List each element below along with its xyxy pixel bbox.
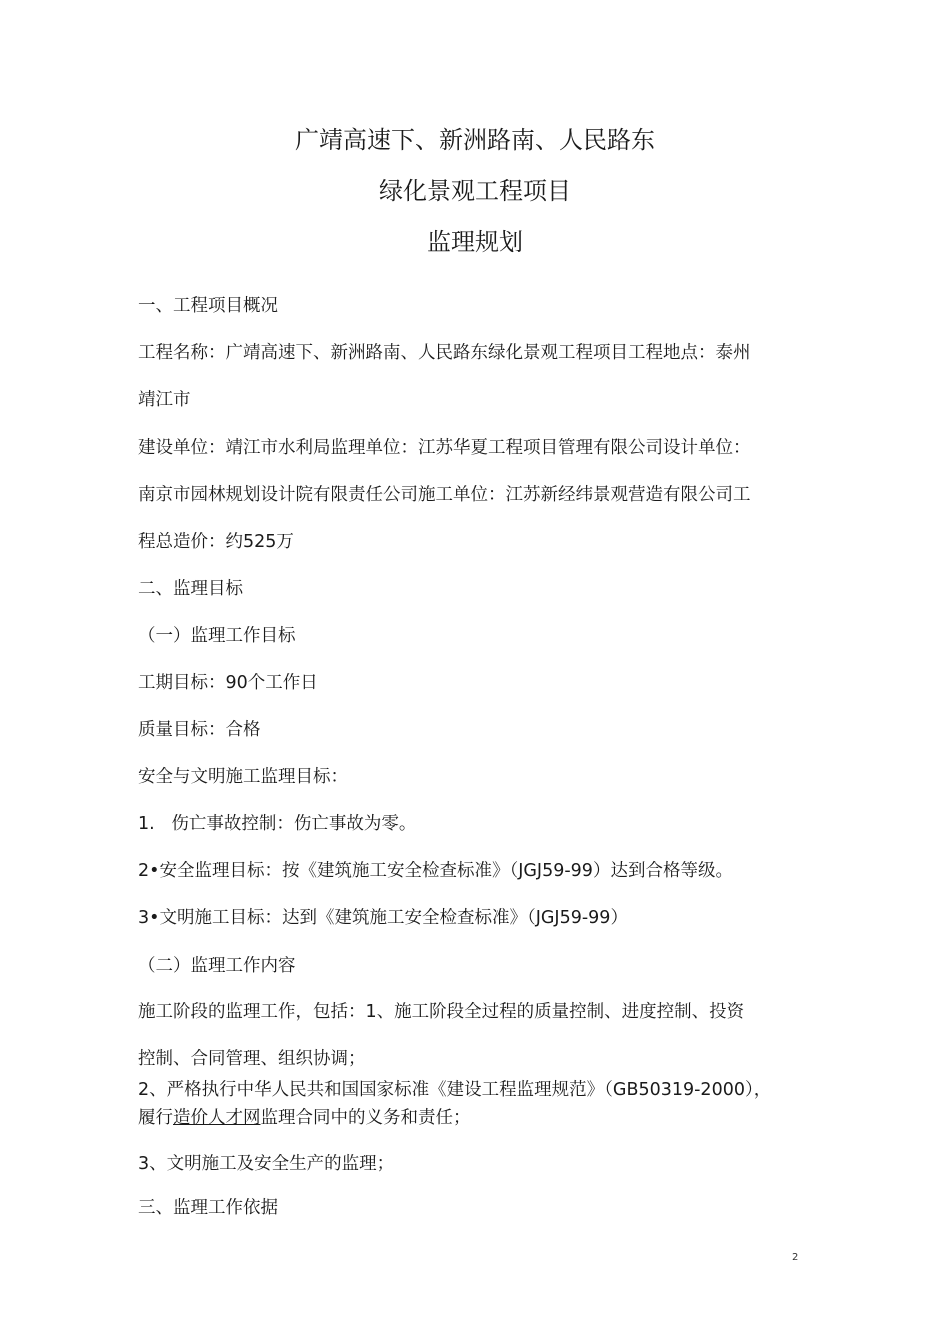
quality-goal: 质量目标：合格 <box>138 720 261 740</box>
document-title-line-3: 监理规划 <box>427 228 523 256</box>
section-3-heading: 三、监理工作依据 <box>138 1198 278 1218</box>
cost-talent-link[interactable]: 造价人才网 <box>173 1108 261 1128</box>
goal-item-1: 1. 伤亡事故控制：伤亡事故为零。 <box>138 814 417 834</box>
subsection-1-heading: （一）监理工作目标 <box>138 626 296 646</box>
document-title-line-1: 广靖高速下、新洲路南、人民路东 <box>295 126 655 154</box>
content-line-4-prefix: 履行 <box>138 1108 173 1128</box>
project-name-line-1: 工程名称：广靖高速下、新洲路南、人民路东绿化景观工程项目工程地点：泰州 <box>138 343 751 363</box>
content-line-4-suffix: 监理合同中的义务和责任； <box>260 1108 471 1128</box>
content-line-3: 2、严格执行中华人民共和国国家标准《建设工程监理规范》（GB50319-2000）， <box>138 1080 772 1100</box>
project-name-line-2: 靖江市 <box>138 390 191 410</box>
units-line-3: 程总造价：约525万 <box>138 532 294 552</box>
page-number: 2 <box>792 1252 799 1263</box>
section-2-heading: 二、监理目标 <box>138 579 243 599</box>
goal-item-2: 2•安全监理目标：按《建筑施工安全检查标准》（JGJ59-99）达到合格等级。 <box>138 861 733 881</box>
goal-item-3: 3•文明施工目标：达到《建筑施工安全检查标准》（JGJ59-99） <box>138 908 628 928</box>
safety-goal-heading: 安全与文明施工监理目标： <box>138 767 348 787</box>
content-line-1: 施工阶段的监理工作，包括：1、施工阶段全过程的质量控制、进度控制、投资 <box>138 1002 745 1022</box>
content-line-2: 控制、合同管理、组织协调； <box>138 1049 366 1069</box>
units-line-1: 建设单位：靖江市水利局监理单位：江苏华夏工程项目管理有限公司设计单位： <box>138 438 751 458</box>
content-line-5: 3、文明施工及安全生产的监理； <box>138 1154 395 1174</box>
units-line-2: 南京市园林规划设计院有限责任公司施工单位：江苏新经纬景观营造有限公司工 <box>138 485 751 505</box>
document-title-line-2: 绿化景观工程项目 <box>379 177 571 205</box>
content-line-4 <box>138 1106 471 1130</box>
subsection-2-heading: （二）监理工作内容 <box>138 956 296 976</box>
schedule-goal: 工期目标：90个工作日 <box>138 673 318 693</box>
section-1-heading: 一、工程项目概况 <box>138 296 278 316</box>
